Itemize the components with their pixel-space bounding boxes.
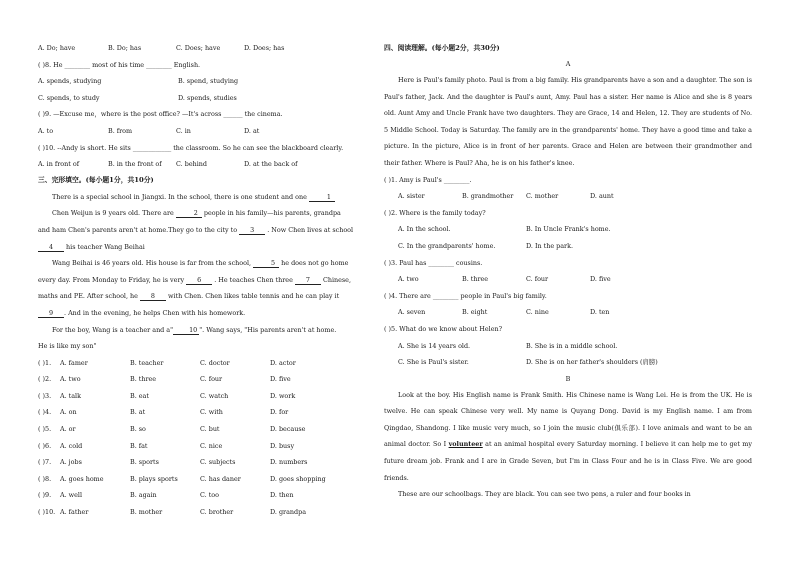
cloze-text: he does not go home xyxy=(281,259,349,268)
cloze-text: with Chen. Chen likes table tennis and he can play it xyxy=(168,292,340,301)
reading-question-stem: ( )5. What do we know about Helen? xyxy=(384,324,503,333)
cloze-text: There is a special school in Jiangxi. In the school, there is one student and one xyxy=(52,192,307,201)
option: D. at the back of xyxy=(244,160,298,169)
option: C. with xyxy=(200,408,223,417)
passage-b-label: B xyxy=(565,374,571,383)
right-column xyxy=(384,40,752,503)
section-3-title: 三、完形填空。(每小题1分，共10分) xyxy=(38,176,154,185)
question-10-options xyxy=(38,156,364,173)
option: D. In the park. xyxy=(526,241,573,250)
option: B. again xyxy=(130,491,157,500)
cloze-text: every day. From Monday to Friday, he is very xyxy=(38,275,185,284)
question-number: ( )6. xyxy=(38,441,52,450)
cloze-question-row xyxy=(38,504,364,521)
cloze-question-row xyxy=(38,355,364,372)
option: C. spends, to study xyxy=(38,93,100,102)
option: B. She is in a middle school. xyxy=(526,341,618,350)
passage-a: Here is Paul's family photo. Paul is from a big family. His grandparents have a son and a daughter. The son is Paul's father, Jack. And the daughter is Paul's aunt, Amy. Paul has a sister. Her name is Alice and she is 8 years old. Aunt Amy and Uncle Frank have two daughters. They are Grace, 14 and Helen, 12. They are students of No. 5 Middle School. Today is Saturday. The family are in the grandparents' home. They have a good time and take a picture. In the picture, Alice is in front of her parents. Grace and Helen are between their grandmother and their father. Where is Paul? Aha, he is on his father's knee. xyxy=(384,76,752,167)
cloze-blank: 10 xyxy=(173,327,199,335)
cloze-question-row xyxy=(38,454,364,471)
cloze-question-row xyxy=(38,388,364,405)
cloze-text: Chen Weijun is 9 years old. There are xyxy=(52,209,174,218)
passage-b-text: Look at the boy. His English name is Frank Smith. His Chinese name is Wang Lei. He is from the UK. He is twelve. He can speak Chinese very well. My name is Quyang Dong. David is my English name. I am from Qingdao, Shandong. I like music very much, so I join the music club(俱乐部). I love animals and want to be an animal doctor. So I xyxy=(384,390,752,449)
option: D. numbers xyxy=(270,458,308,467)
passage-b xyxy=(384,387,752,487)
cloze-blank: 4 xyxy=(38,244,64,252)
option: B. grandmother xyxy=(462,192,514,201)
cloze-text: For the boy, Wang is a teacher and a" xyxy=(52,325,174,334)
option: D. ten xyxy=(590,308,610,317)
option: C. has daner xyxy=(200,474,241,483)
question-number: ( )9. xyxy=(38,491,52,500)
reading-question-options xyxy=(384,271,752,288)
option: A. cold xyxy=(60,441,83,450)
prev-question-options xyxy=(38,40,364,57)
option: C. four xyxy=(526,275,549,284)
cloze-question-row xyxy=(38,487,364,504)
question-number: ( )2. xyxy=(38,375,52,384)
question-10-stem: ( )10. --Andy is short. He sits ____________ the classroom. So he can see the blackboard clearly. xyxy=(38,143,344,152)
option: A. goes home xyxy=(60,474,104,483)
option: C. Does; have xyxy=(176,44,221,52)
option: A. father xyxy=(60,508,89,517)
option: A. two xyxy=(398,275,419,284)
cloze-text: people in his family—his parents, grandpa xyxy=(203,209,341,218)
option: A. or xyxy=(60,425,76,434)
section-4-title: 四、阅读理解。(每小题2分，共30分) xyxy=(384,43,500,52)
option: B. spend, studying xyxy=(178,77,239,86)
option: D. busy xyxy=(270,441,295,450)
option: B. at xyxy=(130,408,146,417)
option: A. She is 14 years old. xyxy=(398,341,471,350)
cloze-question-list xyxy=(38,355,364,521)
option: A. famer xyxy=(60,358,88,367)
option: C. four xyxy=(200,375,223,384)
cloze-passage xyxy=(38,189,364,355)
cloze-blank: 2 xyxy=(176,210,202,218)
reading-question-options xyxy=(384,354,752,371)
reading-question-list xyxy=(384,172,752,371)
passage-b-text: at an animal hospital every Saturday morning. I believe it can help me to get my future dream job. Frank and I are in Grade Seven, but I'm in Class Four and he is in Class Five. We are good friends. xyxy=(384,440,752,482)
passage-b-continued: These are our schoolbags. They are black. You can see two pens, a ruler and four books in xyxy=(398,490,691,499)
option: D. five xyxy=(270,375,291,384)
cloze-question-row xyxy=(38,404,364,421)
option: B. from xyxy=(108,126,133,135)
option: A. sister xyxy=(398,192,425,201)
reading-question-stem: ( )1. Amy is Paul's ________. xyxy=(384,175,472,184)
reading-question-stem: ( )2. Where is the family today? xyxy=(384,208,486,217)
cloze-blank: 5 xyxy=(253,260,279,268)
passage-a-label: A xyxy=(565,60,571,68)
option: A. well xyxy=(60,491,83,500)
option: D. spends, studies xyxy=(178,93,237,102)
cloze-blank: 9 xyxy=(38,310,64,318)
option: B. In Uncle Frank's home. xyxy=(526,225,611,234)
cloze-text: . And in the evening, he helps Chen with his homework. xyxy=(64,308,246,317)
option: C. nice xyxy=(200,441,223,450)
reading-question-stem: ( )4. There are ________ people in Paul's big family. xyxy=(384,291,547,300)
cloze-text: Wang Beihai is 46 years old. His house is far from the school, xyxy=(52,259,252,268)
reading-question-options xyxy=(384,304,752,321)
left-column xyxy=(38,40,364,521)
question-8-stem: ( )8. He ________ most of his time ________ English. xyxy=(38,60,201,69)
question-number: ( )8. xyxy=(38,474,52,483)
option: B. plays sports xyxy=(130,474,178,483)
reading-question-options xyxy=(384,238,752,255)
option: D. five xyxy=(590,275,611,284)
cloze-blank: 8 xyxy=(140,293,166,301)
option: D. then xyxy=(270,491,294,500)
question-number: ( )7. xyxy=(38,458,52,467)
cloze-text: . Now Chen lives at school xyxy=(267,225,354,234)
option: D. work xyxy=(270,391,296,400)
option: C. nine xyxy=(526,308,549,317)
option: D. grandpa xyxy=(270,508,307,517)
option: B. sports xyxy=(130,458,159,467)
option: A. In the school. xyxy=(398,225,451,234)
question-number: ( )5. xyxy=(38,425,52,434)
option: A. talk xyxy=(60,391,81,400)
option: C. brother xyxy=(200,508,234,517)
cloze-text: Chinese, xyxy=(320,275,351,284)
question-9-stem: ( )9. —Excuse me，where is the post office? —It's across ______ the cinema. xyxy=(38,110,283,119)
option: D. actor xyxy=(270,358,296,367)
option: D. because xyxy=(270,425,306,434)
option: B. fat xyxy=(130,441,148,450)
option: C. She is Paul's sister. xyxy=(398,358,469,367)
cloze-question-row xyxy=(38,471,364,488)
option: B. in the front of xyxy=(108,160,162,169)
option: D. goes shopping xyxy=(270,474,326,483)
option: B. three xyxy=(462,275,489,284)
option: C. watch xyxy=(200,391,229,400)
option: C. mother xyxy=(526,192,559,201)
option: B. teacher xyxy=(130,358,164,367)
cloze-question-row xyxy=(38,371,364,388)
option: B. so xyxy=(130,425,146,434)
option: B. Do; has xyxy=(108,44,142,52)
option: C. subjects xyxy=(200,458,236,467)
option: C. In the grandparents' home. xyxy=(398,241,496,250)
question-8-options-a xyxy=(38,73,364,90)
option: D. She is on her father's shoulders (肩膀) xyxy=(526,358,658,367)
option: C. doctor xyxy=(200,358,230,367)
cloze-text: ". Wang says, "His parents aren't at home. xyxy=(199,325,337,334)
option: A. two xyxy=(60,375,81,384)
question-number: ( )1. xyxy=(38,358,52,367)
question-number: ( )4. xyxy=(38,408,52,417)
option: A. in front of xyxy=(38,160,80,169)
reading-question-options xyxy=(384,338,752,355)
option: C. but xyxy=(200,425,220,434)
option: D. at xyxy=(244,126,260,135)
option: A. jobs xyxy=(60,458,82,467)
cloze-text: He is like my son" xyxy=(38,342,97,351)
reading-question-options xyxy=(384,188,752,205)
option: A. on xyxy=(60,408,77,417)
reading-question-options xyxy=(384,221,752,238)
option: A. seven xyxy=(398,308,426,317)
cloze-text: and ham Chen's parents aren't at home.They go to the city to xyxy=(38,225,238,234)
cloze-text: maths and PE. After school, he xyxy=(38,292,138,301)
cloze-blank: 1 xyxy=(309,194,335,202)
cloze-blank: 6 xyxy=(186,277,212,285)
reading-question-stem: ( )3. Paul has ________ cousins. xyxy=(384,258,483,267)
option: D. for xyxy=(270,408,289,417)
option: C. in xyxy=(176,126,191,135)
option: A. spends, studying xyxy=(38,77,102,86)
option: D. Does; has xyxy=(244,44,285,52)
question-9-options xyxy=(38,123,364,140)
cloze-text: his teacher Wang Beihai xyxy=(66,242,145,251)
option: B. three xyxy=(130,375,157,384)
cloze-text: . He teaches Chen three xyxy=(214,275,293,284)
underlined-word: volunteer xyxy=(448,440,483,449)
cloze-question-row xyxy=(38,421,364,438)
cloze-blank: 7 xyxy=(295,277,321,285)
option: A. Do; have xyxy=(38,44,76,52)
option: D. aunt xyxy=(590,192,614,201)
option: B. mother xyxy=(130,508,163,517)
cloze-question-row xyxy=(38,438,364,455)
option: C. too xyxy=(200,491,219,500)
option: C. behind xyxy=(176,160,207,169)
question-number: ( )10. xyxy=(38,508,56,517)
option: B. eat xyxy=(130,391,149,400)
question-number: ( )3. xyxy=(38,391,52,400)
option: B. eight xyxy=(462,308,488,317)
option: A. to xyxy=(38,126,54,135)
question-8-options-b xyxy=(38,90,364,107)
cloze-blank: 3 xyxy=(239,227,265,235)
